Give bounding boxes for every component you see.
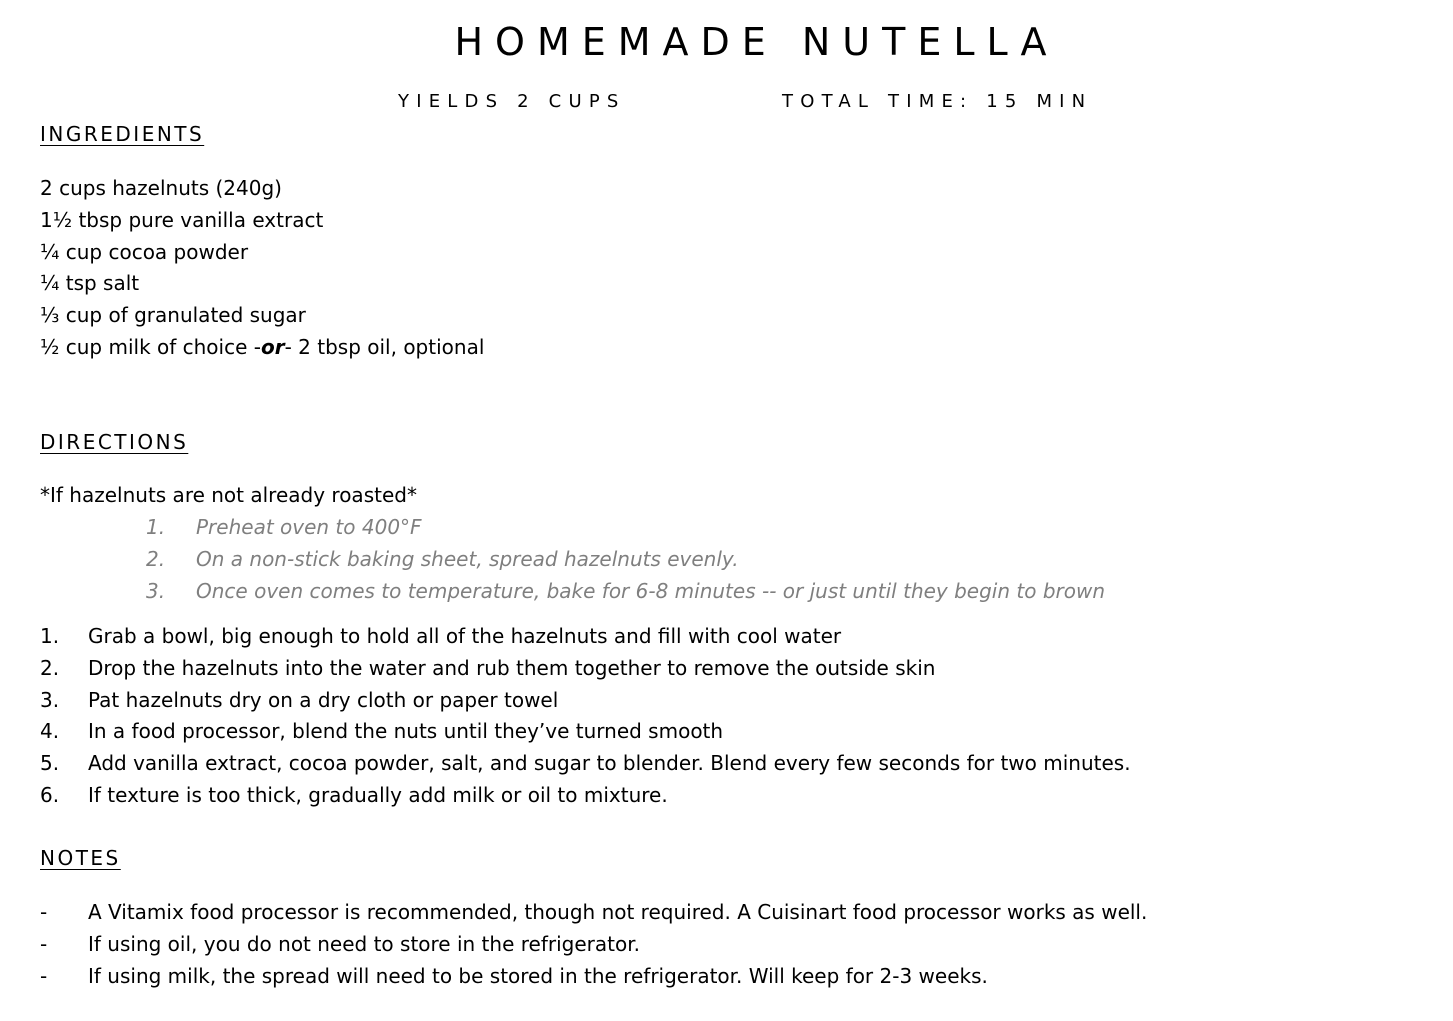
notes-heading: NOTES [40,846,121,870]
direction-step-text: Add vanilla extract, cocoa powder, salt, and sugar to blender. Blend every few seconds for two minutes. [88,751,1131,776]
roast-step-text: On a non-stick baking sheet, spread hazelnuts evenly. [196,546,739,571]
direction-step [40,653,1131,685]
directions-heading: DIRECTIONS [40,430,189,454]
direction-step [40,716,1131,748]
roast-note: *If hazelnuts are not already roasted* [40,483,417,507]
direction-step-text: Drop the hazelnuts into the water and rub them together to remove the outside skin [88,655,936,680]
direction-step-number: 1. [40,624,60,648]
roast-steps-list [146,512,1105,607]
direction-step [40,685,1131,717]
direction-step [40,748,1131,780]
direction-step-text: Pat hazelnuts dry on a dry cloth or paper towel [88,687,559,712]
note-text: If using oil, you do not need to store in the refrigerator. [88,931,640,956]
direction-step-text: Grab a bowl, big enough to hold all of the hazelnuts and fill with cool water [88,624,842,648]
ingredient-text-before: ½ cup milk of choice - [40,334,261,359]
ingredient-item: ¼ cup cocoa powder [40,239,249,264]
ingredient-item: 2 cups hazelnuts (240g) [40,176,282,200]
direction-step [40,780,1131,812]
ingredients-heading: INGREDIENTS [40,122,205,146]
direction-step-text: If texture is too thick, gradually add milk or oil to mixture. [88,782,668,807]
ingredient-or-emphasis: or [260,334,285,359]
direction-step-text: In a food processor, blend the nuts until they’ve turned smooth [88,719,724,744]
notes-list [40,897,1147,992]
ingredient-item: ¼ tsp salt [40,271,140,296]
ingredient-item: 1½ tbsp pure vanilla extract [40,207,324,232]
ingredients-list [40,173,484,364]
roast-step [146,512,1105,544]
note-text: If using milk, the spread will need to be stored in the refrigerator. Will keep for 2-3 weeks. [88,963,988,988]
note-item [40,929,1147,961]
roast-step-number: 1. [146,515,166,539]
total-time-label: TOTAL TIME: 15 MIN [782,91,1093,112]
ingredient-text-after: - 2 tbsp oil, optional [284,334,485,359]
roast-step-text: Once oven comes to temperature, bake for 6-8 minutes -- or just until they begin to brown [196,578,1106,603]
direction-step-number: 6. [40,782,60,807]
recipe-title: HOMEMADE NUTELLA [454,20,1059,64]
note-item [40,897,1147,929]
direction-step-number: 5. [40,751,60,776]
note-bullet: - [40,900,48,924]
direction-step-number: 3. [40,687,60,712]
yields-label: YIELDS 2 CUPS [398,91,626,112]
note-text: A Vitamix food processor is recommended, though not required. A Cuisinart food processor works as well. [88,900,1148,924]
direction-step-number: 4. [40,719,60,744]
roast-step-number: 3. [146,578,166,603]
ingredient-item-milk-or-oil [40,332,484,364]
direction-step [40,621,1131,653]
roast-step-number: 2. [146,546,166,571]
roast-step [146,544,1105,576]
ingredient-item: ⅓ cup of granulated sugar [40,303,306,328]
roast-step-text: Preheat oven to 400°F [196,515,422,539]
direction-step-number: 2. [40,655,60,680]
note-bullet: - [40,931,48,956]
direction-steps-list [40,621,1131,812]
roast-step [146,576,1105,608]
note-item [40,961,1147,993]
note-bullet: - [40,963,48,988]
